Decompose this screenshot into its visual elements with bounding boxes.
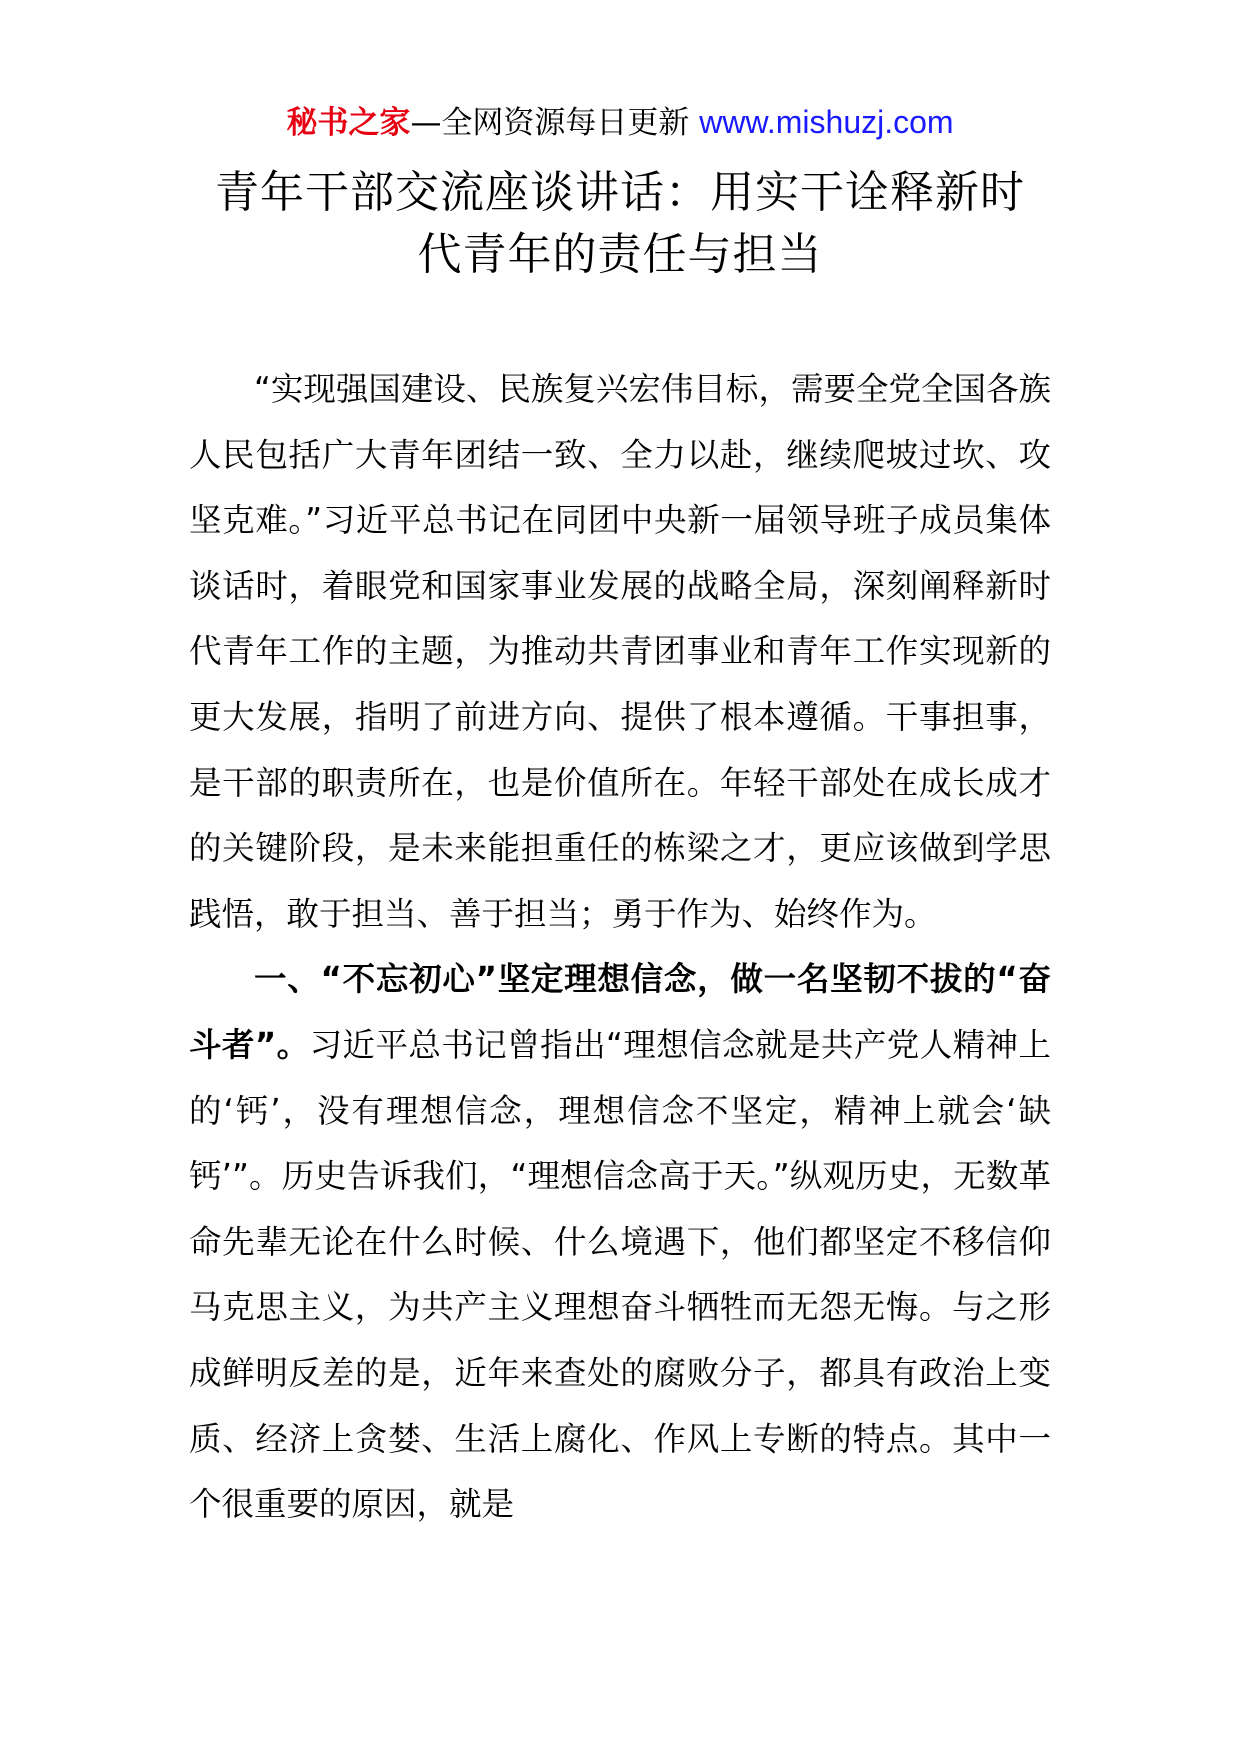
site-header [0,102,1240,143]
section-1-body: 习近平总书记曾指出“理想信念就是共产党人精神上的‘钙’，没有理想信念，理想信念不坚定，精神上就会‘缺钙’”。历史告诉我们，“理想信念高于天。”纵观历史，无数革命先辈无论在什么时候、什么境遇下，他们都坚定不移信仰马克思主义，为共产主义理想奋斗牺牲而无怨无悔。与之形成鲜明反差的是，近年来查处的腐败分子，都具有政治上变质、经济上贪婪、生活上腐化、作风上专断的特点。其中一个很重要的原因，就是 [189,1025,1051,1524]
document-title [150,162,1090,286]
intro-paragraph: “实现强国建设、民族复兴宏伟目标，需要全党全国各族人民包括广大青年团结一致、全力以赴，继续爬坡过坎、攻坚克难。”习近平总书记在同团中央新一届领导班子成员集体谈话时，着眼党和国家事业发展的战略全局，深刻阐释新时代青年工作的主题，为推动共青团事业和青年工作实现新的更大发展，指明了前进方向、提供了根本遵循。干事担事，是干部的职责所在，也是价值所在。年轻干部处在成长成才的关键阶段，是未来能担重任的栋梁之才，更应该做到学思践悟，敢于担当、善于担当；勇于作为、始终作为。 [189,370,1051,933]
title-line-1: 青年干部交流座谈讲话：用实干诠释新时 [215,167,1025,218]
site-tagline: —全网资源每日更新 [410,105,700,141]
site-name: 秘书之家 [286,105,411,141]
site-url-link[interactable]: www.mishuzj.com [699,104,954,140]
section-1-paragraph [189,947,1051,1537]
section-1-heading: 一、“不忘初心”坚定理想信念，做一名坚韧不拔的“奋斗者”。 [189,960,1051,1064]
document-body [189,357,1051,1538]
title-line-2: 代青年的责任与担当 [417,229,823,280]
